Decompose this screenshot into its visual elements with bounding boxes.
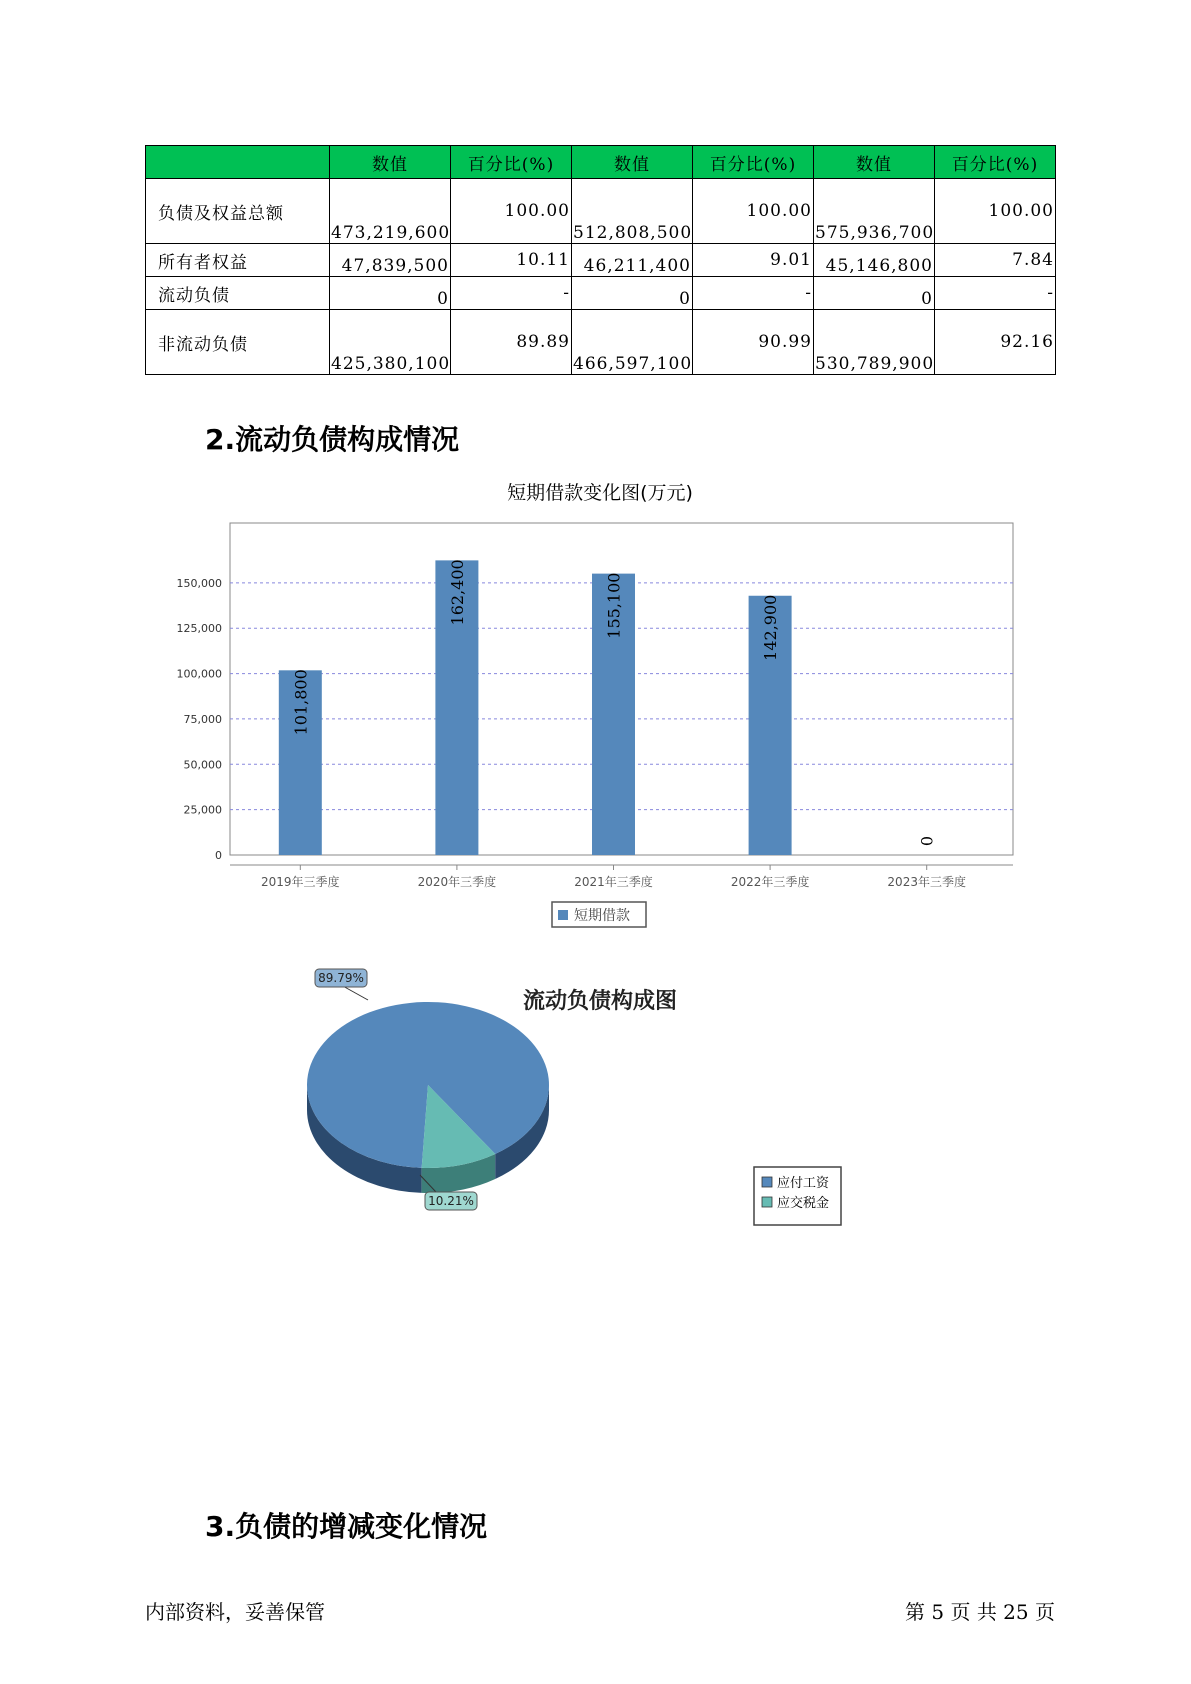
table-cell: 100.00 <box>451 179 572 244</box>
bar-chart <box>160 475 1030 935</box>
table-cell: 0 <box>330 277 451 310</box>
table-cell: 10.11 <box>451 244 572 277</box>
table-cell: 45,146,800 <box>814 244 935 277</box>
data-label: 162,400 <box>447 559 467 626</box>
table-cell: 46,211,400 <box>572 244 693 277</box>
table-cell: 425,380,100 <box>330 310 451 375</box>
legend-label: 短期借款 <box>574 908 630 924</box>
table-cell: 530,789,900 <box>814 310 935 375</box>
table-header-cell: 百分比(%) <box>451 146 572 179</box>
footer-note: 内部资料，妥善保管 <box>145 1600 325 1624</box>
table-header-cell: 百分比(%) <box>935 146 1056 179</box>
y-tick-label: 150,000 <box>176 576 222 590</box>
table-cell: 575,936,700 <box>814 179 935 244</box>
table-row <box>146 244 1056 277</box>
data-label: 142,900 <box>761 594 781 661</box>
x-tick-label: 2022年三季度 <box>730 875 810 889</box>
table-cell: 466,597,100 <box>572 310 693 375</box>
pie-chart-legend <box>754 1167 841 1225</box>
bar-chart-legend <box>552 902 646 927</box>
x-tick-label: 2023年三季度 <box>887 875 966 889</box>
y-tick-label: 0 <box>215 849 222 862</box>
table-header-cell: 数值 <box>330 146 451 179</box>
value-label: 89.79% <box>318 971 364 985</box>
table-cell: 0 <box>814 277 935 310</box>
page-number: 第 5 页 共 25 页 <box>905 1600 1055 1624</box>
row-label: 负债及权益总额 <box>146 179 330 244</box>
value-label: 10.21% <box>428 1194 474 1208</box>
row-label: 流动负债 <box>146 277 330 310</box>
pie-chart <box>280 971 900 1315</box>
legend-swatch <box>762 1197 772 1207</box>
table-cell: 90.99 <box>693 310 814 375</box>
bar-chart-title: 短期借款变化图(万元) <box>507 482 693 504</box>
table-cell: 92.16 <box>935 310 1056 375</box>
y-axis-ticks <box>177 577 223 862</box>
table-cell: 473,219,600 <box>330 179 451 244</box>
table-cell: 47,839,500 <box>330 244 451 277</box>
x-axis-ticks <box>261 865 966 889</box>
y-tick-label: 100,000 <box>176 667 222 681</box>
data-label: 0 <box>917 835 937 847</box>
x-tick-label: 2020年三季度 <box>417 875 497 889</box>
x-tick-label: 2019年三季度 <box>261 875 340 889</box>
table-header-cell: 百分比(%) <box>693 146 814 179</box>
table-cell: 100.00 <box>693 179 814 244</box>
table-header-cell <box>146 146 330 179</box>
table-cell: - <box>935 277 1056 310</box>
x-tick-label: 2021年三季度 <box>574 875 653 889</box>
section-heading-3: 3.负债的增减变化情况 <box>205 1510 488 1543</box>
legend-label: 应付工资 <box>777 1176 830 1191</box>
pie-slices <box>307 1002 549 1193</box>
legend-swatch <box>558 910 568 920</box>
row-label: 非流动负债 <box>146 310 330 375</box>
y-tick-label: 125,000 <box>176 622 222 636</box>
table-cell: 100.00 <box>935 179 1056 244</box>
table-cell: - <box>451 277 572 310</box>
table-cell: 7.84 <box>935 244 1056 277</box>
row-label: 所有者权益 <box>146 244 330 277</box>
y-tick-label: 25,000 <box>183 803 222 817</box>
table-row <box>146 277 1056 310</box>
table-cell: - <box>693 277 814 310</box>
y-tick-label: 50,000 <box>183 758 222 772</box>
table-row <box>146 310 1056 375</box>
legend-swatch <box>762 1177 772 1187</box>
pie-chart-title: 流动负债构成图 <box>522 989 678 1014</box>
table-cell: 512,808,500 <box>572 179 693 244</box>
table-cell: 9.01 <box>693 244 814 277</box>
data-label: 155,100 <box>604 572 624 639</box>
table-header-cell: 数值 <box>814 146 935 179</box>
table-row <box>146 179 1056 244</box>
legend-label: 应交税金 <box>777 1196 830 1211</box>
data-label: 101,800 <box>291 669 311 736</box>
table-header-cell: 数值 <box>572 146 693 179</box>
table-cell: 89.89 <box>451 310 572 375</box>
section-heading-2: 2.流动负债构成情况 <box>205 423 460 456</box>
financial-table <box>145 145 1056 375</box>
table-header-row <box>146 146 1056 179</box>
y-tick-label: 75,000 <box>183 712 222 726</box>
table-cell: 0 <box>572 277 693 310</box>
